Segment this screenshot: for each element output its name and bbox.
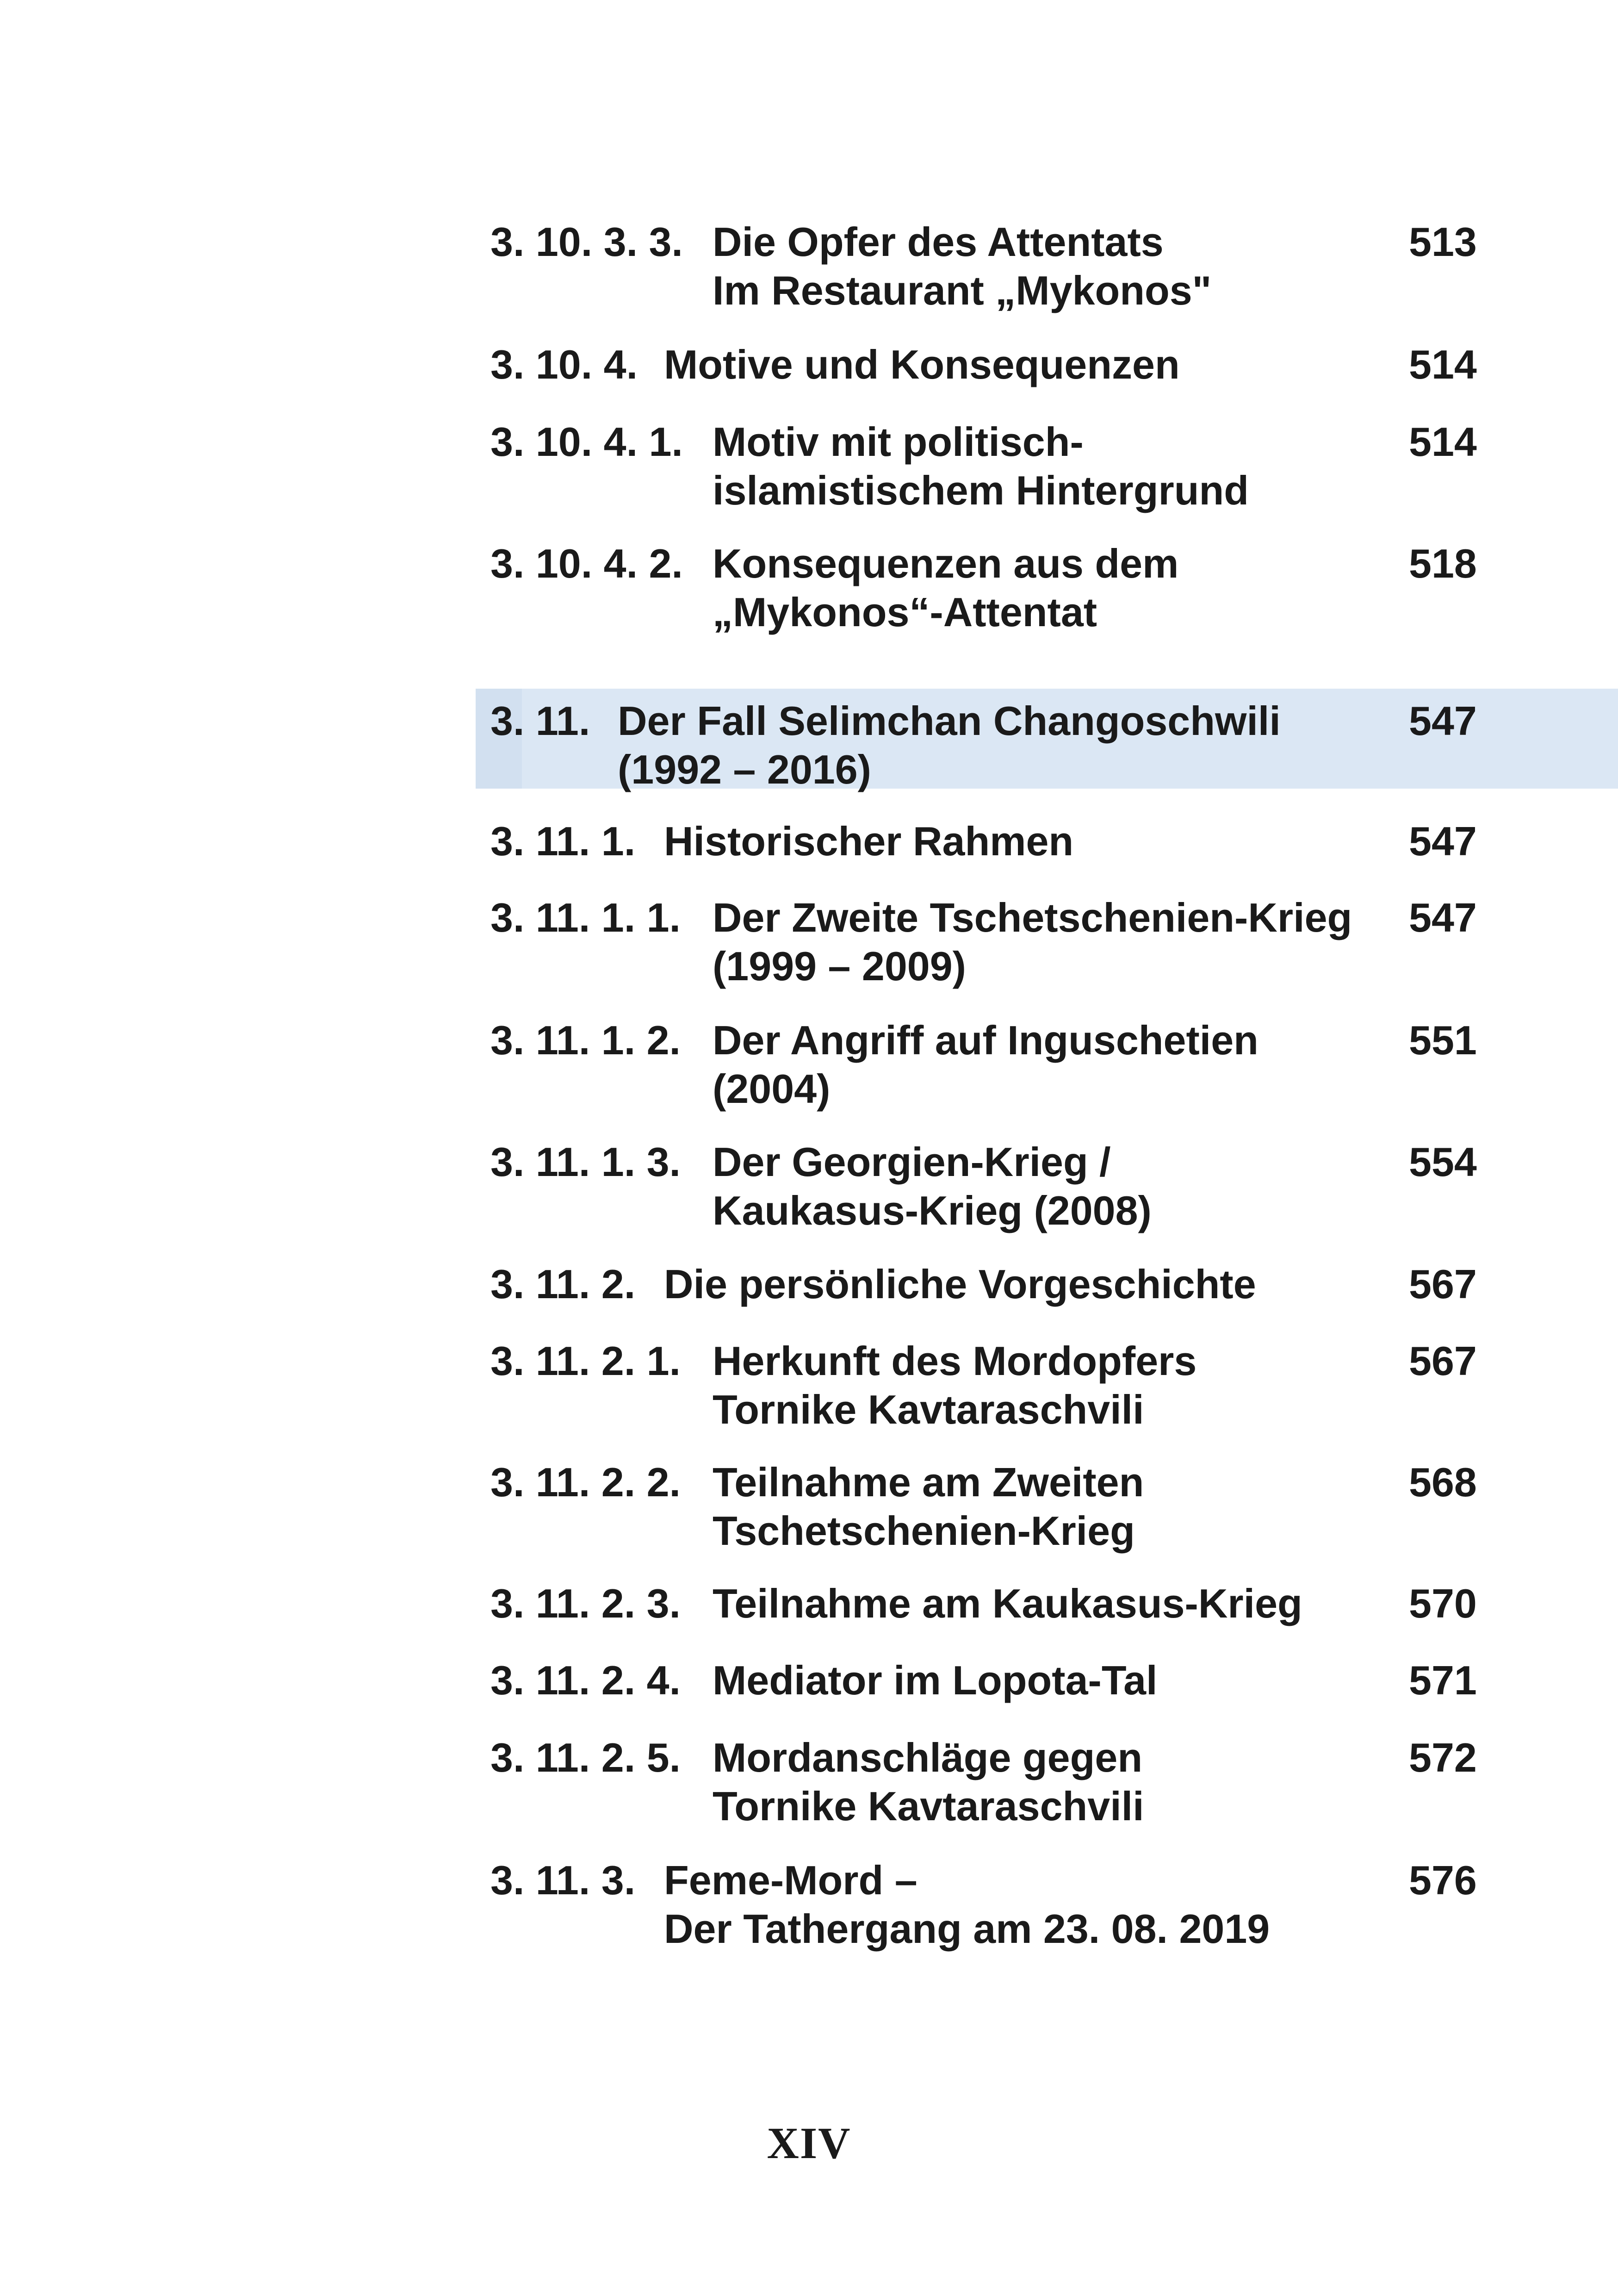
toc-entry-title: Motiv mit politisch- islamistischem Hintergrund xyxy=(713,419,1249,513)
toc-entry-page: 551 xyxy=(1409,1017,1477,1063)
toc-entry-page: 514 xyxy=(1409,419,1477,465)
toc-entry-title: Die Opfer des Attentats Im Restaurant „Mykonos" xyxy=(713,219,1212,313)
toc-entry-page: 514 xyxy=(1409,342,1477,387)
toc-entry-number: 3. 10. 4. 1. xyxy=(490,419,683,465)
toc-entry-page: 572 xyxy=(1409,1735,1477,1780)
toc-entry-title: Der Georgien-Krieg / Kaukasus-Krieg (2008) xyxy=(713,1139,1152,1233)
toc-entry-title: Der Zweite Tschetschenien-Krieg (1999 – 2009) xyxy=(713,895,1352,989)
toc-entry-title: Teilnahme am Kaukasus-Krieg xyxy=(713,1580,1302,1626)
toc-entry-title: Herkunft des Mordopfers Tornike Kavtaraschvili xyxy=(713,1338,1197,1432)
toc-entry-number: 3. 11. 2. 5. xyxy=(490,1735,681,1780)
toc-entry-page: 513 xyxy=(1409,219,1477,265)
toc-entry-number: 3. 10. 4. 2. xyxy=(490,541,683,586)
toc-entry-number: 3. 11. 1. xyxy=(490,818,636,864)
toc-entry-title: Konsequenzen aus dem „Mykonos“-Attentat xyxy=(713,541,1179,635)
page-number: XIV xyxy=(767,2118,851,2168)
toc-entry-title: Mediator im Lopota-Tal xyxy=(713,1657,1158,1703)
toc-entry-number: 3. 11. 2. xyxy=(490,1261,636,1307)
toc-entry-number: 3. 10. 4. xyxy=(490,342,638,387)
toc-entry-title: Der Angriff auf Inguschetien (2004) xyxy=(713,1017,1258,1112)
toc-entry-number: 3. 11. 3. xyxy=(490,1857,636,1903)
toc-entry-page: 518 xyxy=(1409,541,1477,586)
toc-entry-number: 3. 11. 1. 1. xyxy=(490,895,681,940)
toc-entry-page: 547 xyxy=(1409,895,1477,940)
toc-entry-title: Mordanschläge gegen Tornike Kavtaraschvili xyxy=(713,1735,1144,1829)
toc-entry-page: 570 xyxy=(1409,1580,1477,1626)
toc-entry-title: Die persönliche Vorgeschichte xyxy=(664,1261,1256,1307)
toc-entry-number: 3. 11. xyxy=(490,698,590,744)
toc-entry-number: 3. 11. 1. 2. xyxy=(490,1017,681,1063)
toc-entry-number: 3. 11. 1. 3. xyxy=(490,1139,681,1185)
toc-entry-title: Motive und Konsequenzen xyxy=(664,342,1180,387)
toc-entry-page: 567 xyxy=(1409,1338,1477,1384)
toc-entry-page: 547 xyxy=(1409,818,1477,864)
toc-entry-title: Der Fall Selimchan Changoschwili (1992 – 2016) xyxy=(618,698,1281,792)
toc-entry-page: 567 xyxy=(1409,1261,1477,1307)
toc-entry-number: 3. 11. 2. 2. xyxy=(490,1459,681,1505)
toc-entry-number: 3. 11. 2. 1. xyxy=(490,1338,681,1384)
toc-entry-page: 571 xyxy=(1409,1657,1477,1703)
toc-entry-page: 554 xyxy=(1409,1139,1477,1185)
toc-entry-title: Feme-Mord – Der Tathergang am 23. 08. 2019 xyxy=(664,1857,1270,1952)
toc-entry-page: 568 xyxy=(1409,1459,1477,1505)
toc-entry-page: 547 xyxy=(1409,698,1477,744)
toc-entry-page: 576 xyxy=(1409,1857,1477,1903)
toc-entry-title: Historischer Rahmen xyxy=(664,818,1074,864)
toc-entry-number: 3. 10. 3. 3. xyxy=(490,219,683,265)
toc-entry-number: 3. 11. 2. 3. xyxy=(490,1580,681,1626)
toc-entry-number: 3. 11. 2. 4. xyxy=(490,1657,681,1703)
toc-entry-title: Teilnahme am Zweiten Tschetschenien-Krieg xyxy=(713,1459,1144,1554)
